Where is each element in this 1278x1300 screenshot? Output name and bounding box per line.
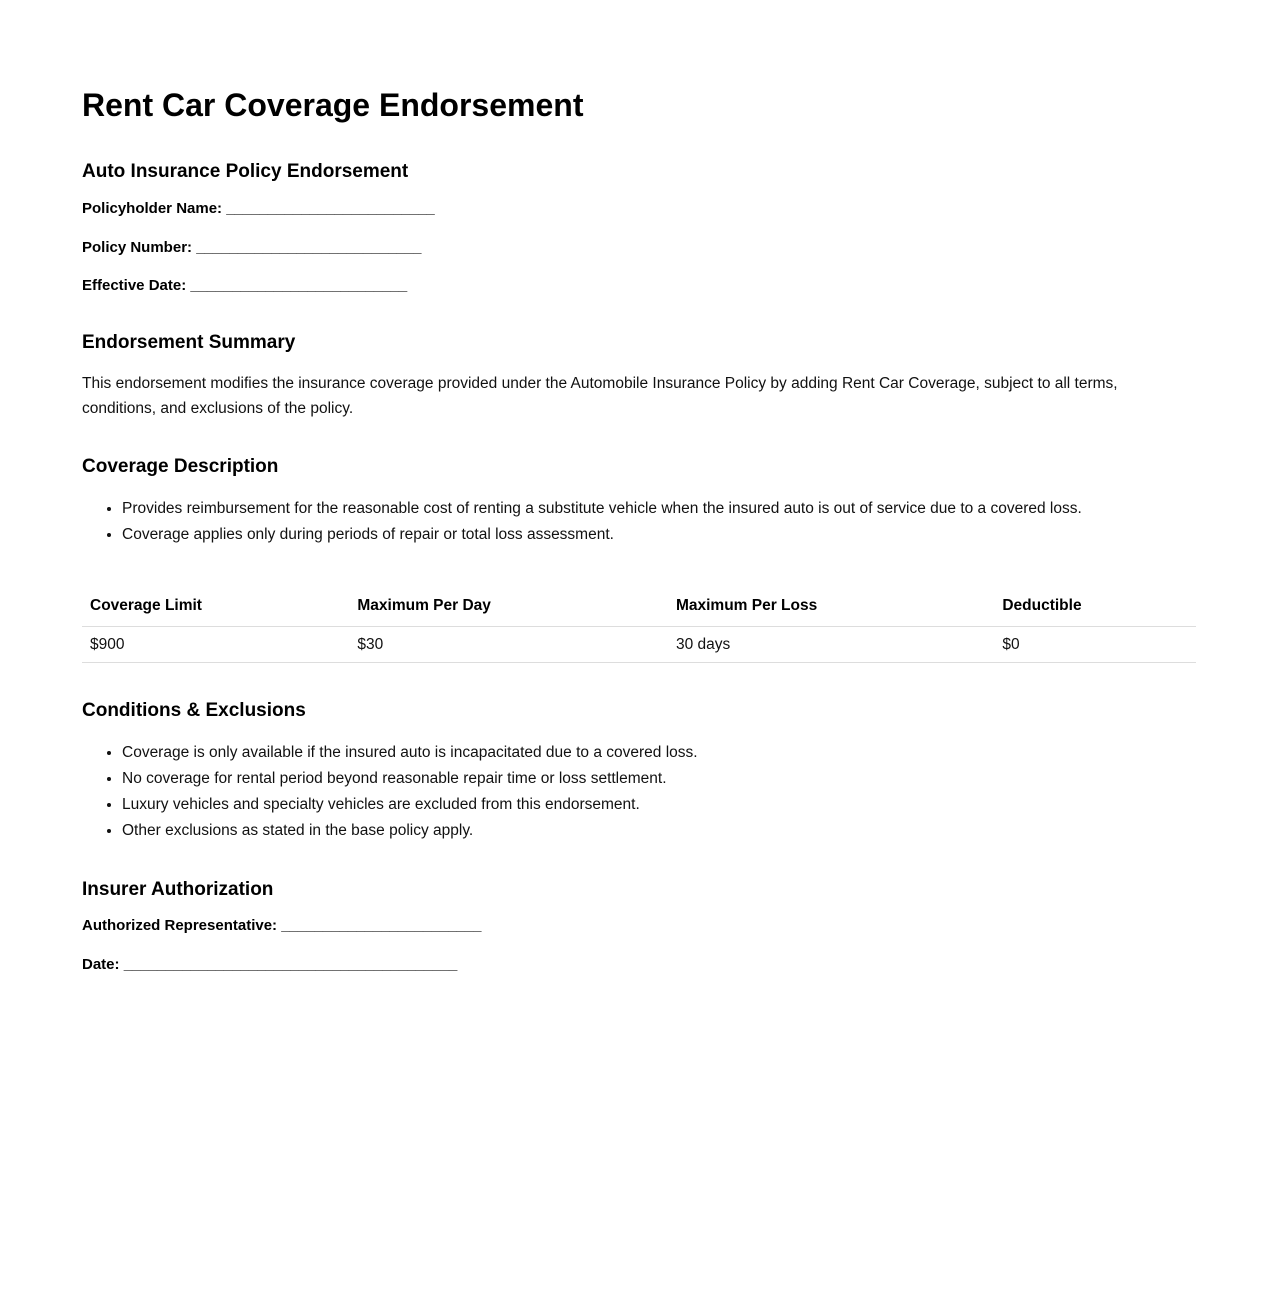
- field-label: Policy Number:: [82, 238, 193, 256]
- field-label: Policyholder Name:: [82, 200, 223, 218]
- column-header-deductible: Deductible: [994, 586, 1196, 627]
- cell-max-per-day: $30: [349, 626, 668, 662]
- section-heading-conditions: Conditions & Exclusions: [82, 699, 306, 721]
- summary-text: This endorsement modifies the insurance coverage provided under the Automobile Insurance Policy by adding Rent Car Coverage, subject to all terms, conditions, and exclusions of the policy.: [82, 375, 1118, 418]
- section-heading-coverage: Coverage Description: [82, 456, 279, 478]
- list-item: • Luxury vehicles and specialty vehicles are excluded from this endorsement.: [122, 792, 1196, 818]
- conditions-list: [82, 740, 1196, 844]
- list-item: • Other exclusions as stated in the base policy apply.: [122, 818, 1196, 844]
- authorization-date-field: [82, 957, 1196, 974]
- section-heading-authorization: Insurer Authorization: [82, 878, 274, 900]
- field-label: Date:: [82, 955, 120, 973]
- list-item: • Coverage applies only during periods of repair or total loss assessment.: [122, 522, 1196, 548]
- list-item: • No coverage for rental period beyond reasonable repair time or loss settlement.: [122, 766, 1196, 792]
- cell-coverage-limit: $900: [82, 626, 349, 662]
- page-title: Rent Car Coverage Endorsement: [82, 87, 584, 123]
- column-header-coverage-limit: Coverage Limit: [82, 586, 349, 627]
- authorized-representative-field: [82, 918, 1196, 935]
- signature-blank: ________________________: [281, 917, 482, 935]
- signature-blank: __________________________: [190, 277, 408, 295]
- field-label: Authorized Representative:: [82, 917, 278, 935]
- policy-info-section: [82, 160, 1196, 294]
- insurer-authorization-section: [82, 878, 1196, 974]
- signature-blank: ________________________________________: [123, 955, 458, 973]
- coverage-list: [82, 496, 1196, 548]
- cell-max-per-loss: 30 days: [668, 626, 994, 662]
- coverage-table: [82, 586, 1196, 663]
- conditions-exclusions-section: [82, 699, 1196, 844]
- signature-blank: ___________________________: [196, 238, 422, 256]
- list-item: • Provides reimbursement for the reasonable cost of renting a substitute vehicle when the insured auto is out of service due to a covered loss.: [122, 496, 1196, 522]
- coverage-description-section: [82, 455, 1196, 663]
- list-item: • Coverage is only available if the insured auto is incapacitated due to a covered loss.: [122, 740, 1196, 766]
- field-label: Effective Date:: [82, 277, 187, 295]
- effective-date-field: [82, 278, 1196, 295]
- policy-number-field: [82, 240, 1196, 257]
- column-header-max-per-loss: Maximum Per Loss: [668, 586, 994, 627]
- column-header-max-per-day: Maximum Per Day: [349, 586, 668, 627]
- table-row: [82, 626, 1196, 662]
- policyholder-name-field: [82, 201, 1196, 218]
- section-heading-policy-endorsement: Auto Insurance Policy Endorsement: [82, 161, 409, 183]
- cell-deductible: $0: [994, 626, 1196, 662]
- table-header-row: [82, 586, 1196, 627]
- section-heading-summary: Endorsement Summary: [82, 331, 296, 353]
- endorsement-summary-section: [82, 331, 1196, 422]
- signature-blank: _________________________: [226, 200, 435, 218]
